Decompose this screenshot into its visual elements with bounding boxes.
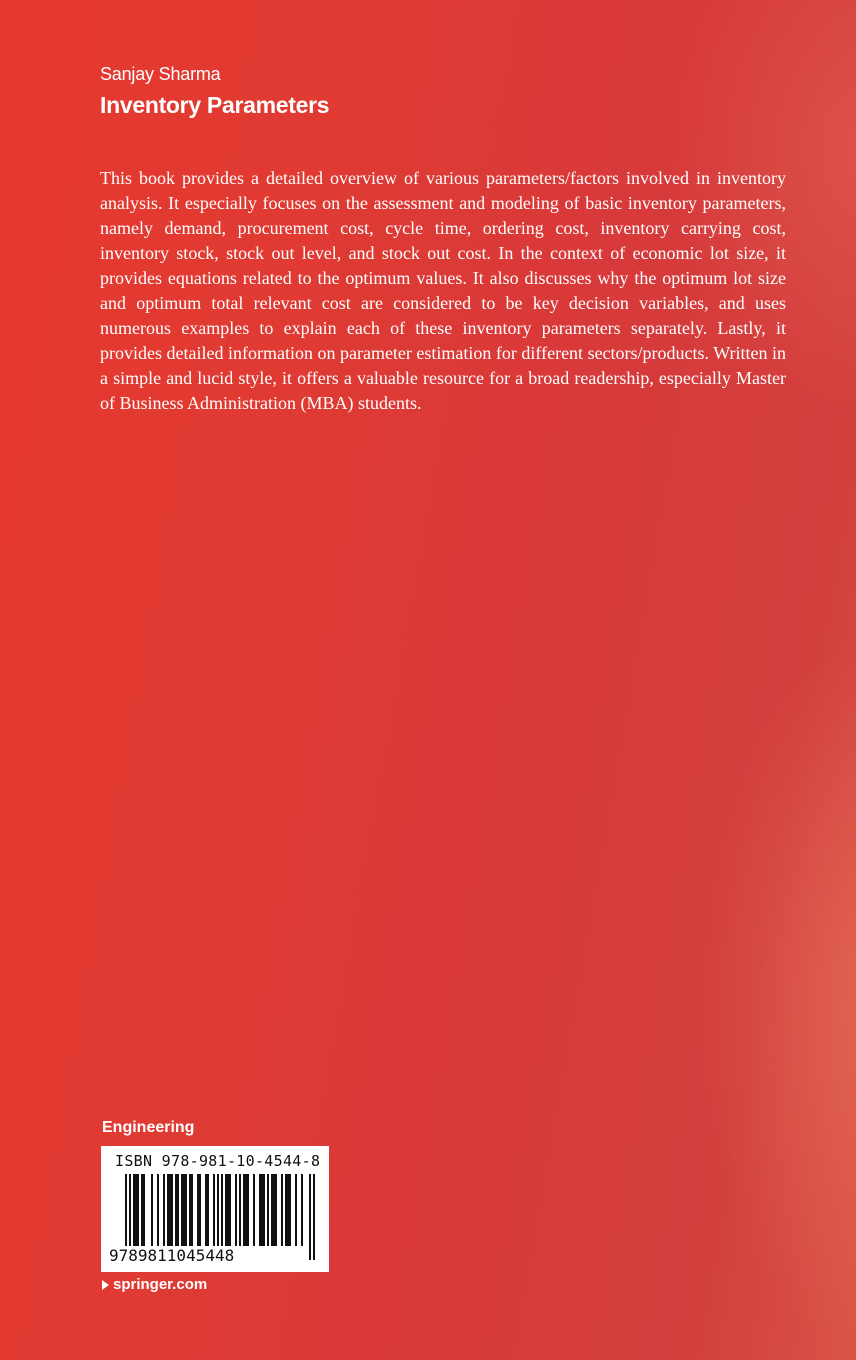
- barcode-bar: [289, 1174, 291, 1246]
- barcode-bar: [175, 1174, 177, 1246]
- barcode-bar: [137, 1174, 139, 1246]
- barcode-bar: [151, 1174, 153, 1246]
- barcode-bar: [185, 1174, 187, 1246]
- triangle-right-icon: [102, 1280, 109, 1290]
- barcode-bar: [267, 1174, 269, 1246]
- barcode-bar: [163, 1174, 165, 1246]
- barcode-bar: [273, 1174, 275, 1246]
- barcode-bar: [253, 1174, 255, 1246]
- barcode-bar: [245, 1174, 247, 1246]
- barcode-digits: 9789811045448: [109, 1246, 235, 1265]
- author-name: Sanjay Sharma: [100, 64, 221, 84]
- barcode-bar: [275, 1174, 277, 1246]
- barcode-bar: [271, 1174, 273, 1246]
- barcode-bar: [169, 1174, 171, 1246]
- barcode-bar: [205, 1174, 207, 1246]
- barcode-bar: [301, 1174, 303, 1246]
- barcode-bar: [189, 1174, 191, 1246]
- barcode-bar: [181, 1174, 183, 1246]
- barcode-bar: [295, 1174, 297, 1246]
- barcode-bar: [143, 1174, 145, 1246]
- barcode-bar: [183, 1174, 185, 1246]
- barcode-bar: [225, 1174, 227, 1246]
- barcode-bar: [135, 1174, 137, 1246]
- barcode-bar: [235, 1174, 237, 1246]
- barcode-bar: [207, 1174, 209, 1246]
- barcode-bar: [261, 1174, 263, 1246]
- barcode-bar: [239, 1174, 241, 1246]
- barcode-bar: [263, 1174, 265, 1246]
- barcode-bar: [197, 1174, 199, 1246]
- barcode-bar: [171, 1174, 173, 1246]
- barcode-bar: [247, 1174, 249, 1246]
- barcode-bar: [259, 1174, 261, 1246]
- barcode-bar: [213, 1174, 215, 1246]
- barcode-bar: [285, 1174, 287, 1246]
- barcode-bar: [133, 1174, 135, 1246]
- isbn-label: ISBN 978-981-10-4544-8: [115, 1152, 321, 1170]
- barcode-bar: [287, 1174, 289, 1246]
- isbn-barcode: [101, 1146, 329, 1272]
- barcode-bar: [191, 1174, 193, 1246]
- barcode-bar: [229, 1174, 231, 1246]
- barcode-bar: [177, 1174, 179, 1246]
- barcode-bar: [313, 1174, 315, 1260]
- book-description: This book provides a detailed overview of various parameters/factors involved in inventory analysis. It especially focuses on the assessment and modeling of basic inventory parameters, namely demand, procurement cost, cycle time, ordering cost, inventory carrying cost, inventory stock, stock out level, and stock out cost. In the context of economic lot size, it provides equations related to the optimum values. It also discusses why the optimum lot size and optimum total relevant cost are considered to be key decision variables, and uses numerous examples to explain each of these inventory parameters separately. Lastly, it provides detailed information on parameter estimation for different sectors/products. Written in a simple and lucid style, it offers a valuable resource for a broad readership, especially Master of Business Administration (MBA) students.: [100, 168, 786, 413]
- barcode-bar: [141, 1174, 143, 1246]
- barcode-bar: [167, 1174, 169, 1246]
- subject-category: Engineering: [102, 1119, 195, 1136]
- barcode-bar: [309, 1174, 311, 1260]
- barcode-bar: [227, 1174, 229, 1246]
- barcode-bar: [281, 1174, 283, 1246]
- book-title: Inventory Parameters: [100, 92, 330, 118]
- barcode-bar: [199, 1174, 201, 1246]
- publisher-link[interactable]: [102, 1276, 207, 1293]
- barcode-bar: [157, 1174, 159, 1246]
- publisher-link-label: springer.com: [113, 1276, 208, 1293]
- barcode-bar: [243, 1174, 245, 1246]
